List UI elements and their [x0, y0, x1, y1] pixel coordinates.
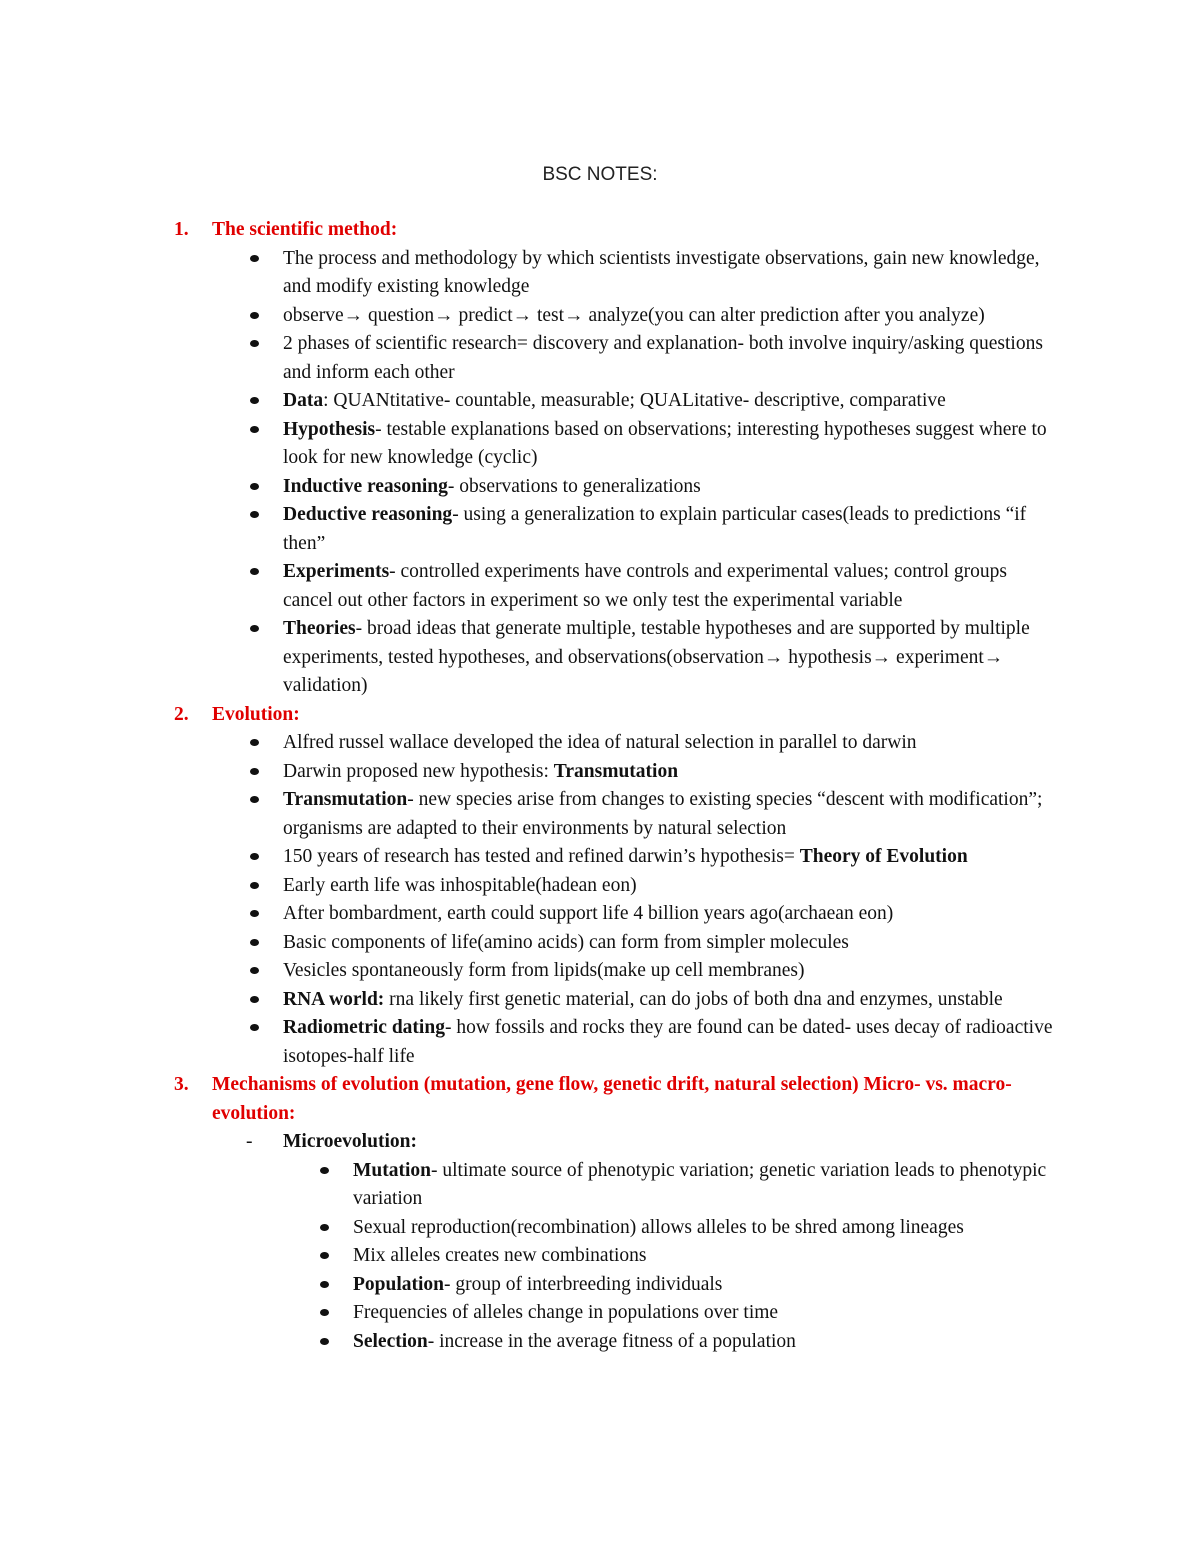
bullet-icon — [320, 1167, 329, 1174]
item-term: Transmutation — [553, 760, 679, 782]
list-item — [0, 1014, 1200, 1071]
item-text: - new species arise from changes to existing species “descent with modification”; organisms are adapted to their environments by natural selection — [283, 789, 1043, 839]
list-item — [0, 387, 1200, 416]
section-title: Mechanisms of evolution (mutation, gene flow, genetic drift, natural selection) Micro- vs. macro- evolution: — [212, 1074, 1012, 1124]
section-title: Evolution: — [212, 703, 300, 725]
item-term: Selection — [353, 1330, 428, 1352]
bullet-icon — [250, 1024, 259, 1031]
subheading-microevolution — [0, 1128, 1200, 1157]
item-text: - observations to generalizations — [447, 475, 701, 497]
list-item — [0, 929, 1200, 958]
list-item — [0, 330, 1200, 387]
item-term: RNA world: — [283, 988, 385, 1010]
bullet-icon — [320, 1309, 329, 1316]
list-item — [0, 1271, 1200, 1300]
list-item — [0, 615, 1200, 701]
item-text: Darwin proposed new hypothesis: — [283, 760, 554, 782]
bullet-icon — [250, 768, 259, 775]
section-number: 1. — [174, 219, 189, 240]
list-item — [0, 416, 1200, 473]
bullet-icon — [320, 1252, 329, 1259]
item-term: Radiometric dating — [283, 1017, 445, 1038]
item-term: Mutation — [353, 1159, 431, 1181]
item-term: Hypothesis — [283, 418, 376, 440]
list-item — [0, 986, 1200, 1015]
list-item — [0, 302, 1200, 331]
item-term: Transmutation — [283, 789, 408, 810]
section-heading-scientific-method — [0, 216, 1200, 245]
item-term: Inductive reasoning — [283, 475, 448, 497]
bullet-icon — [250, 882, 259, 889]
notes-body — [0, 216, 1200, 1356]
list-item — [0, 957, 1200, 986]
item-text: : QUANtitative- countable, measurable; QUALitative- descriptive, comparative — [323, 390, 946, 411]
item-term: Deductive reasoning — [283, 504, 453, 525]
item-text: rna likely first genetic material, can do jobs of both dna and enzymes, unstable — [384, 988, 1003, 1010]
item-text: - testable explanations based on observations; interesting hypotheses suggest where to look for new knowledge (cyclic) — [283, 418, 1047, 468]
bullet-icon — [250, 340, 259, 347]
section-title: The scientific method: — [212, 219, 398, 240]
item-text: Frequencies of alleles change in populations over time — [353, 1302, 779, 1323]
bullet-icon — [250, 397, 259, 404]
bullet-icon — [320, 1338, 329, 1345]
item-text: observe→ question→ predict→ test→ analyze(you can alter prediction after you analyze) — [283, 304, 985, 326]
item-text: - broad ideas that generate multiple, testable hypotheses and are supported by multiple experiments, tested hypotheses, and observations(observation→ hypothesis→ experiment→ validation) — [283, 618, 1030, 696]
item-text: The process and methodology by which scientists investigate observations, gain new knowledge, and modify existing knowledge — [283, 247, 1040, 297]
item-term: Experiments — [283, 561, 390, 582]
item-text: After bombardment, earth could support life 4 billion years ago(archaean eon) — [283, 903, 894, 924]
item-text: - controlled experiments have controls and experimental values; control groups cancel out other factors in experiment so we only test the experimental variable — [283, 561, 1008, 611]
bullet-icon — [250, 255, 259, 262]
item-text: Early earth life was inhospitable(hadean eon) — [283, 874, 637, 896]
item-text: Basic components of life(amino acids) can form from simpler molecules — [283, 931, 849, 953]
section-number: 3. — [174, 1074, 189, 1095]
bullet-icon — [250, 312, 259, 319]
item-term: Theory of Evolution — [799, 846, 968, 867]
list-item — [0, 786, 1200, 843]
bullet-icon — [250, 483, 259, 490]
list-item — [0, 843, 1200, 872]
item-text: Mix alleles creates new combinations — [353, 1245, 647, 1266]
bullet-icon — [250, 796, 259, 803]
list-item — [0, 1299, 1200, 1328]
bullet-icon — [320, 1224, 329, 1231]
dash-marker: - — [246, 1131, 253, 1152]
bullet-icon — [250, 739, 259, 746]
item-term: Data — [283, 390, 324, 411]
list-item — [0, 1214, 1200, 1243]
bullet-icon — [250, 853, 259, 860]
list-item — [0, 245, 1200, 302]
item-text: Alfred russel wallace developed the idea of natural selection in parallel to darwin — [283, 732, 917, 753]
item-term: Population — [353, 1273, 445, 1295]
section-heading-mechanisms — [0, 1071, 1200, 1128]
bullet-icon — [250, 511, 259, 518]
item-text: 2 phases of scientific research= discovery and explanation- both involve inquiry/asking questions and inform each other — [283, 333, 1043, 383]
item-text: 150 years of research has tested and refined darwin’s hypothesis= — [283, 846, 800, 867]
list-item — [0, 758, 1200, 787]
section-number: 2. — [174, 703, 189, 725]
item-text: Vesicles spontaneously form from lipids(make up cell membranes) — [283, 960, 805, 981]
bullet-icon — [250, 967, 259, 974]
list-item — [0, 1328, 1200, 1357]
item-text: - ultimate source of phenotypic variation; genetic variation leads to phenotypic variation — [353, 1159, 1047, 1209]
list-item — [0, 872, 1200, 901]
item-text: - group of interbreeding individuals — [444, 1273, 723, 1295]
bullet-icon — [250, 996, 259, 1003]
item-text: - how fossils and rocks they are found can be dated- uses decay of radioactive isotopes-half life — [283, 1017, 1053, 1067]
list-item — [0, 1242, 1200, 1271]
list-item — [0, 729, 1200, 758]
item-text: - using a generalization to explain particular cases(leads to predictions “if then” — [283, 504, 1027, 554]
subheading-text: Microevolution: — [283, 1131, 417, 1152]
bullet-icon — [250, 426, 259, 433]
list-item — [0, 1157, 1200, 1214]
bullet-icon — [250, 939, 259, 946]
item-text: - increase in the average fitness of a population — [427, 1330, 796, 1352]
list-item — [0, 558, 1200, 615]
list-item — [0, 501, 1200, 558]
page-title: BSC NOTES: — [542, 164, 658, 185]
list-item — [0, 473, 1200, 502]
item-term: Theories — [283, 618, 356, 639]
bullet-icon — [250, 910, 259, 917]
bullet-icon — [320, 1281, 329, 1288]
bullet-icon — [250, 568, 259, 575]
list-item — [0, 900, 1200, 929]
section-heading-evolution — [0, 701, 1200, 730]
item-text: Sexual reproduction(recombination) allows alleles to be shred among lineages — [353, 1216, 964, 1238]
bullet-icon — [250, 625, 259, 632]
